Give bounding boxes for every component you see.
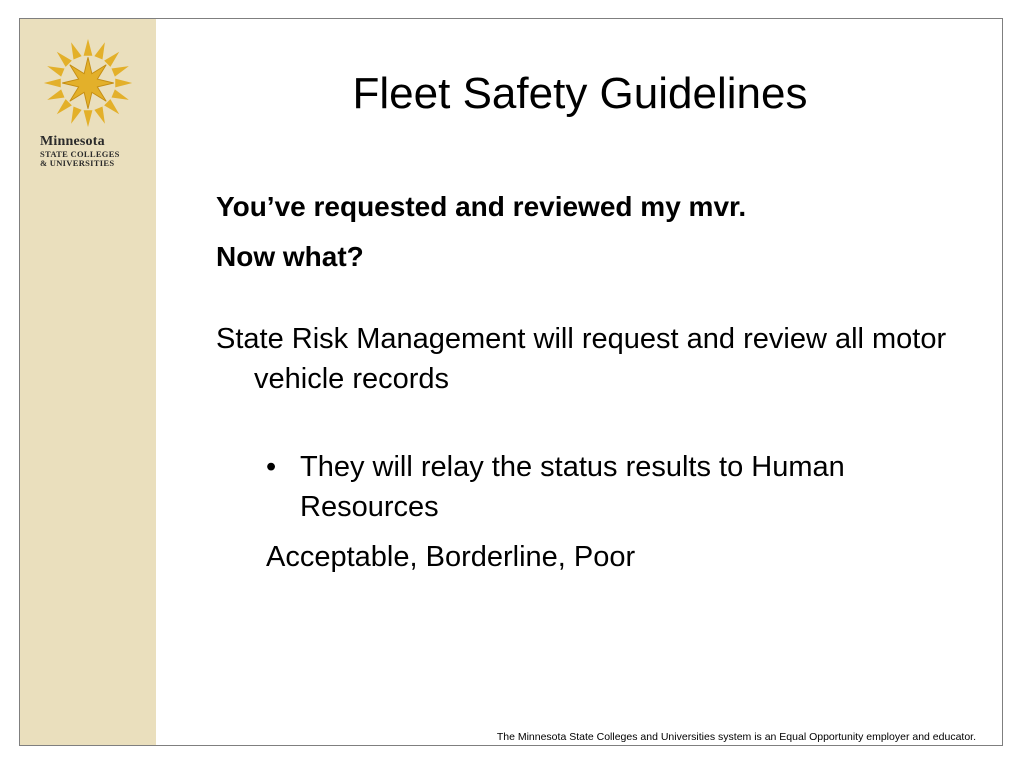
sun-ray [111, 89, 128, 100]
sun-ray [104, 52, 119, 67]
sun-ray [44, 79, 61, 88]
logo-state-colleges: STATE COLLEGES [40, 148, 120, 159]
sun-ray [84, 39, 93, 56]
risk-management-paragraph: State Risk Management will request and review all motor vehicle records [216, 323, 947, 395]
sun-ray [57, 52, 72, 67]
sun-ray [115, 79, 132, 88]
question-line-2: Now what? [216, 241, 364, 272]
sun-ray [104, 99, 119, 114]
slide-body [216, 187, 956, 577]
slide [19, 18, 1003, 746]
sun-ray [71, 42, 82, 59]
star-sun-icon [42, 37, 134, 129]
sun-ray [47, 66, 64, 77]
slide-title: Fleet Safety Guidelines [352, 69, 808, 118]
sun-ray [84, 110, 93, 127]
logo-minnesota: Minnesota [40, 134, 105, 149]
sidebar-band [20, 19, 156, 745]
bullet-text: They will relay the status results to Human Resources [300, 451, 845, 523]
question-line-1: You’ve requested and reviewed my mvr. [216, 191, 747, 222]
logo-wordmark [40, 135, 150, 168]
sun-ray [57, 99, 72, 114]
bullet-dot: • [266, 451, 277, 483]
sun-ray [71, 106, 82, 123]
logo-universities: & UNIVERSITIES [40, 157, 115, 168]
footer-disclaimer: The Minnesota State Colleges and Universities system is an Equal Opportunity employer and educator. [496, 731, 976, 743]
bullet-item [266, 447, 956, 527]
sun-ray [111, 66, 128, 77]
sun-ray [94, 106, 105, 123]
status-values: Acceptable, Borderline, Poor [266, 541, 636, 573]
sun-ray [47, 89, 64, 100]
sun-ray [94, 42, 105, 59]
